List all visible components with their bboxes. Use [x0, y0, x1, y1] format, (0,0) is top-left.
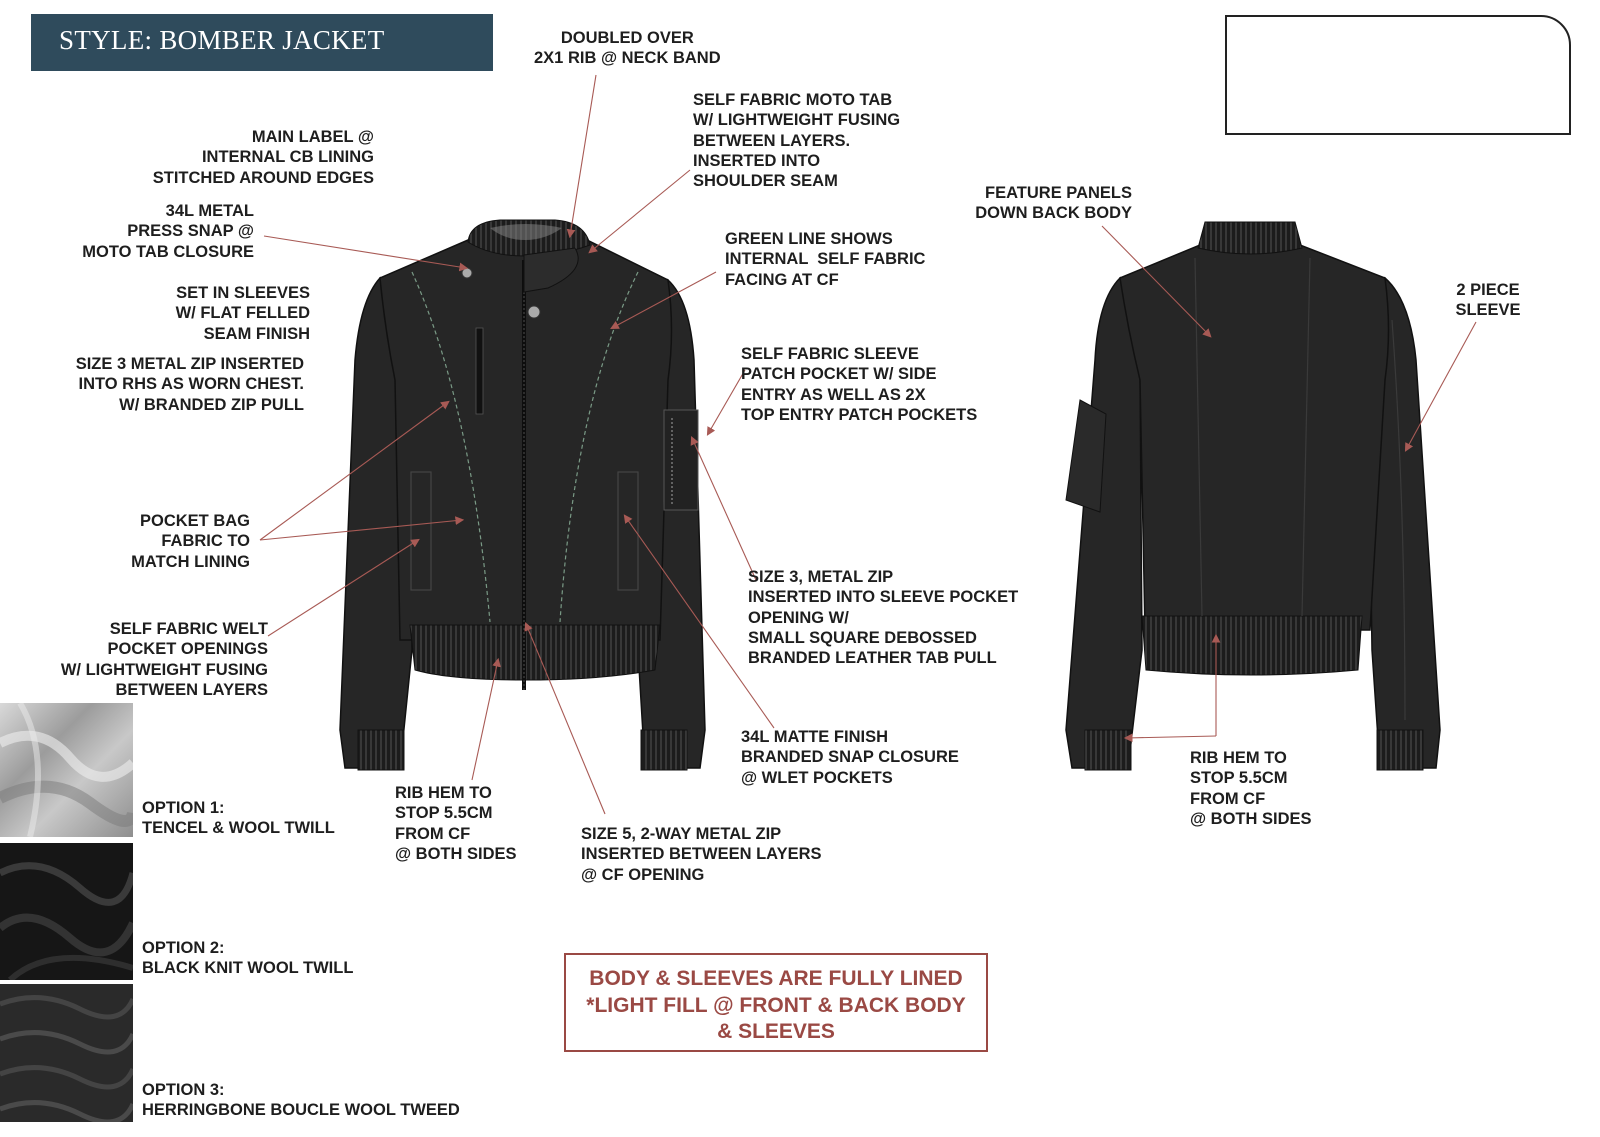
- front-view: [340, 220, 705, 770]
- back-sleeve-pocket: [1066, 400, 1106, 512]
- callout-two-piece-sleeve: 2 PIECE SLEEVE: [1455, 281, 1521, 320]
- callout-neck-band: DOUBLED OVER 2X1 RIB @ NECK BAND: [534, 29, 721, 68]
- back-right-cuff: [1377, 730, 1423, 770]
- callout-press-snap: 34L METAL PRESS SNAP @ MOTO TAB CLOSURE: [82, 202, 254, 261]
- callout-cf-zip: SIZE 5, 2-WAY METAL ZIP INSERTED BETWEEN LAYERS @ CF OPENING: [581, 825, 822, 884]
- callout-main-label: MAIN LABEL @ INTERNAL CB LINING STITCHED AROUND EDGES: [152, 128, 374, 187]
- callout-rib-hem-front: RIB HEM TO STOP 5.5CM FROM CF @ BOTH SIDES: [395, 784, 517, 863]
- back-collar-rib: [1198, 222, 1302, 254]
- callout-rib-hem-back: RIB HEM TO STOP 5.5CM FROM CF @ BOTH SIDES: [1190, 749, 1312, 828]
- fabric-option-1-label: OPTION 1: TENCEL & WOOL TWILL: [142, 799, 335, 838]
- callout-set-in-sleeves: SET IN SLEEVES W/ FLAT FELLED SEAM FINISH: [175, 284, 310, 343]
- back-hem-rib: [1142, 616, 1362, 675]
- callout-pocket-bag: POCKET BAG FABRIC TO MATCH LINING: [131, 512, 250, 571]
- front-right-cuff: [641, 730, 687, 770]
- moto-tab-snap: [528, 306, 540, 318]
- callout-feature-panels: FEATURE PANELS DOWN BACK BODY: [975, 184, 1132, 223]
- back-left-sleeve: [1066, 278, 1142, 768]
- style-title: STYLE: BOMBER JACKET: [59, 25, 385, 55]
- back-body: [1120, 245, 1389, 630]
- callout-matte-snap: 34L MATTE FINISH BRANDED SNAP CLOSURE @ WLET POCKETS: [741, 728, 959, 787]
- callout-sleeve-pocket: SELF FABRIC SLEEVE PATCH POCKET W/ SIDE ENTRY AS WELL AS 2X TOP ENTRY PATCH POCKETS: [741, 345, 978, 424]
- fabric-option-3-label: OPTION 3: HERRINGBONE BOUCLE WOOL TWEED: [142, 1081, 460, 1120]
- callout-green-line: GREEN LINE SHOWS INTERNAL SELF FABRIC FACING AT CF: [725, 230, 926, 289]
- sleeve-patch-pocket: [664, 410, 698, 510]
- back-view: [1066, 222, 1440, 770]
- front-hem-rib: [410, 625, 660, 680]
- back-left-cuff: [1085, 730, 1131, 770]
- press-snap: [462, 268, 472, 278]
- lining-note: BODY & SLEEVES ARE FULLY LINED *LIGHT FILL @ FRONT & BACK BODY & SLEEVES: [564, 953, 988, 1052]
- callout-moto-tab: SELF FABRIC MOTO TAB W/ LIGHTWEIGHT FUSING BETWEEN LAYERS. INSERTED INTO SHOULDER SEAM: [693, 91, 901, 191]
- chest-zip: [476, 328, 483, 414]
- fabric-option-2-label: OPTION 2: BLACK KNIT WOOL TWILL: [142, 939, 354, 978]
- callout-chest-zip: SIZE 3 METAL ZIP INSERTED INTO RHS AS WORN CHEST. W/ BRANDED ZIP PULL: [75, 355, 304, 414]
- front-left-cuff: [358, 730, 404, 770]
- callout-welt-pockets: SELF FABRIC WELT POCKET OPENINGS W/ LIGHTWEIGHT FUSING BETWEEN LAYERS: [60, 620, 268, 699]
- callout-sleeve-zip: SIZE 3, METAL ZIP INSERTED INTO SLEEVE POCKET OPENING W/ SMALL SQUARE DEBOSSED BRANDED LEATHER TAB PULL: [748, 568, 1019, 668]
